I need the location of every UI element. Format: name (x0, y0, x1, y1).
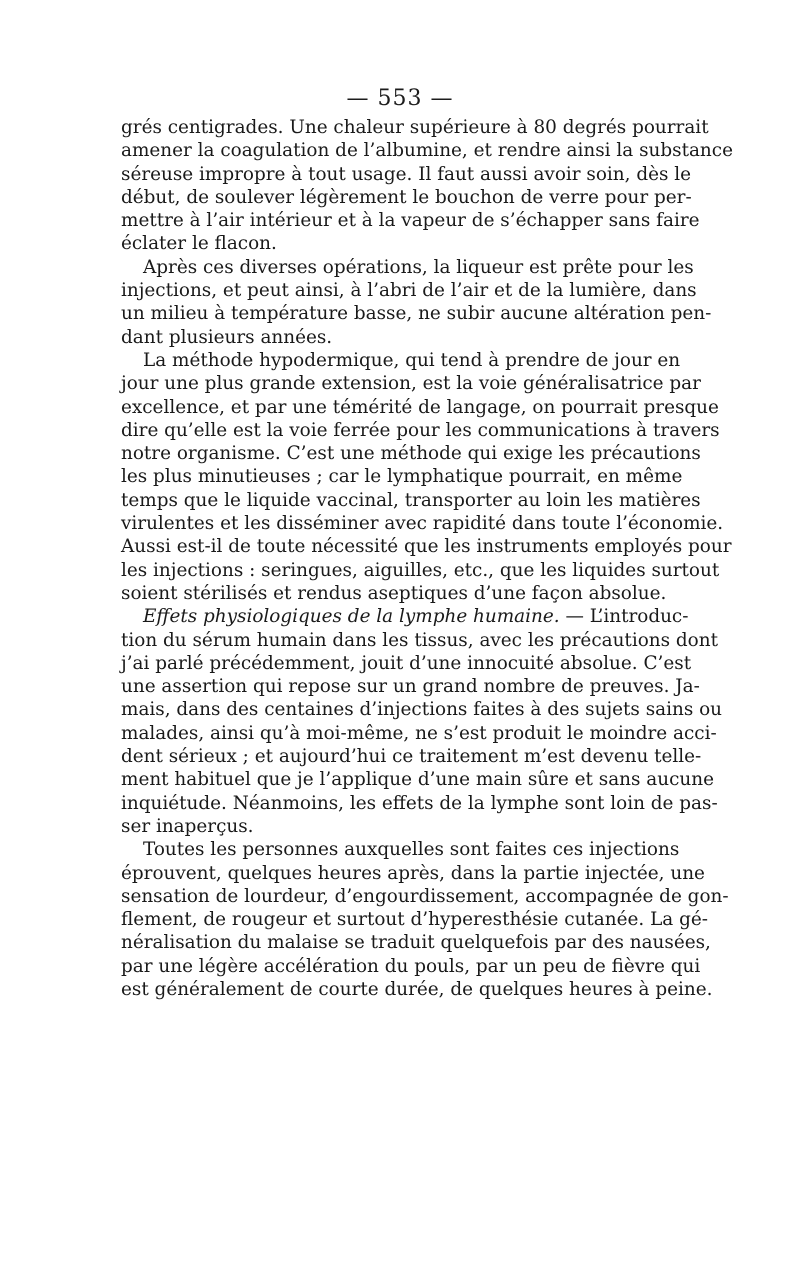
text-line: grés centigrades. Une chaleur supérieure à 80 degrés pourrait (121, 117, 709, 138)
text-line: j’ai parlé précédemment, jouit d’une innocuité absolue. C’est (121, 652, 692, 674)
text-line: par une légère accélération du pouls, par un peu de fièvre qui (121, 955, 701, 977)
text-line: mais, dans des centaines d’injections faites à des sujets sains ou (121, 699, 723, 721)
text-line: est généralement de courte durée, de quelques heures à peine. (121, 978, 713, 1000)
text-line: dant plusieurs années. (121, 326, 333, 348)
text-line: notre organisme. C’est une méthode qui exige les précautions (121, 443, 701, 465)
text-line: néralisation du malaise se traduit quelquefois par des nausées, (121, 932, 711, 954)
text-line: amener la coagulation de l’albumine, et rendre ainsi la substance (121, 140, 733, 162)
text-line: éclater le flacon. (121, 233, 277, 255)
text-line: virulentes et les disséminer avec rapidité dans toute l’économie. (121, 513, 724, 535)
text-line: malades, ainsi qu’à moi-même, ne s’est produit le moindre acci- (121, 722, 717, 744)
text-line: Aussi est-il de toute nécessité que les instruments employés pour (121, 536, 732, 558)
text-line: excellence, et par une témérité de langage, on pourrait presque (121, 396, 719, 418)
text-line: mettre à l’air intérieur et à la vapeur de s’échapper sans faire (121, 210, 700, 232)
text-line: La méthode hypodermique, qui tend à prendre de jour en (143, 349, 681, 371)
text-line: éprouvent, quelques heures après, dans la partie injectée, une (121, 862, 705, 884)
text-line: une assertion qui repose sur un grand nombre de preuves. Ja- (121, 676, 700, 698)
text-line (121, 605, 689, 628)
body-text (121, 116, 733, 1001)
text-line: ser inaperçus. (121, 815, 254, 837)
text-line: les plus minutieuses ; car le lymphatique pourrait, en même (121, 466, 683, 488)
text-line: temps que le liquide vaccinal, transporter au loin les matières (121, 489, 701, 511)
text-line: les injections : seringues, aiguilles, etc., que les liquides surtout (121, 559, 720, 581)
text-line: jour une plus grande extension, est la voie généralisatrice par (121, 373, 701, 395)
text-line: tion du sérum humain dans les tissus, avec les précautions dont (121, 629, 718, 651)
text-line: séreuse impropre à tout usage. Il faut aussi avoir soin, dès le (121, 163, 692, 185)
text-line: inquiétude. Néanmoins, les effets de la lymphe sont loin de pas- (121, 792, 718, 814)
text-line: sensation de lourdeur, d’engourdissement, accompagnée de gon- (121, 885, 729, 907)
text-line: Après ces diverses opérations, la liqueur est prête pour les (143, 256, 694, 278)
text-line: injections, et peut ainsi, à l’abri de l’air et de la lumière, dans (121, 280, 697, 302)
text-line: Toutes les personnes auxquelles sont faites ces injections (143, 839, 680, 861)
text-line: soient stérilisés et rendus aseptiques d’une façon absolue. (121, 582, 667, 604)
text-line: un milieu à température basse, ne subir aucune altération pen- (121, 303, 712, 325)
text-line: dent sérieux ; et aujourd’hui ce traitement m’est devenu telle- (121, 746, 702, 768)
text-line: flement, de rougeur et surtout d’hyperesthésie cutanée. La gé- (121, 909, 708, 931)
text-line: début, de soulever légèrement le bouchon de verre pour per- (121, 186, 692, 208)
page-number: — 553 — (346, 86, 454, 111)
text-line: dire qu’elle est la voie ferrée pour les communications à travers (121, 419, 720, 441)
section-heading: Effets physiologiques de la lymphe humaine. (143, 606, 560, 628)
text-line: ment habituel que je l’applique d’une main sûre et sans aucune (121, 769, 714, 791)
heading-continuation: — L’introduc- (559, 606, 689, 628)
